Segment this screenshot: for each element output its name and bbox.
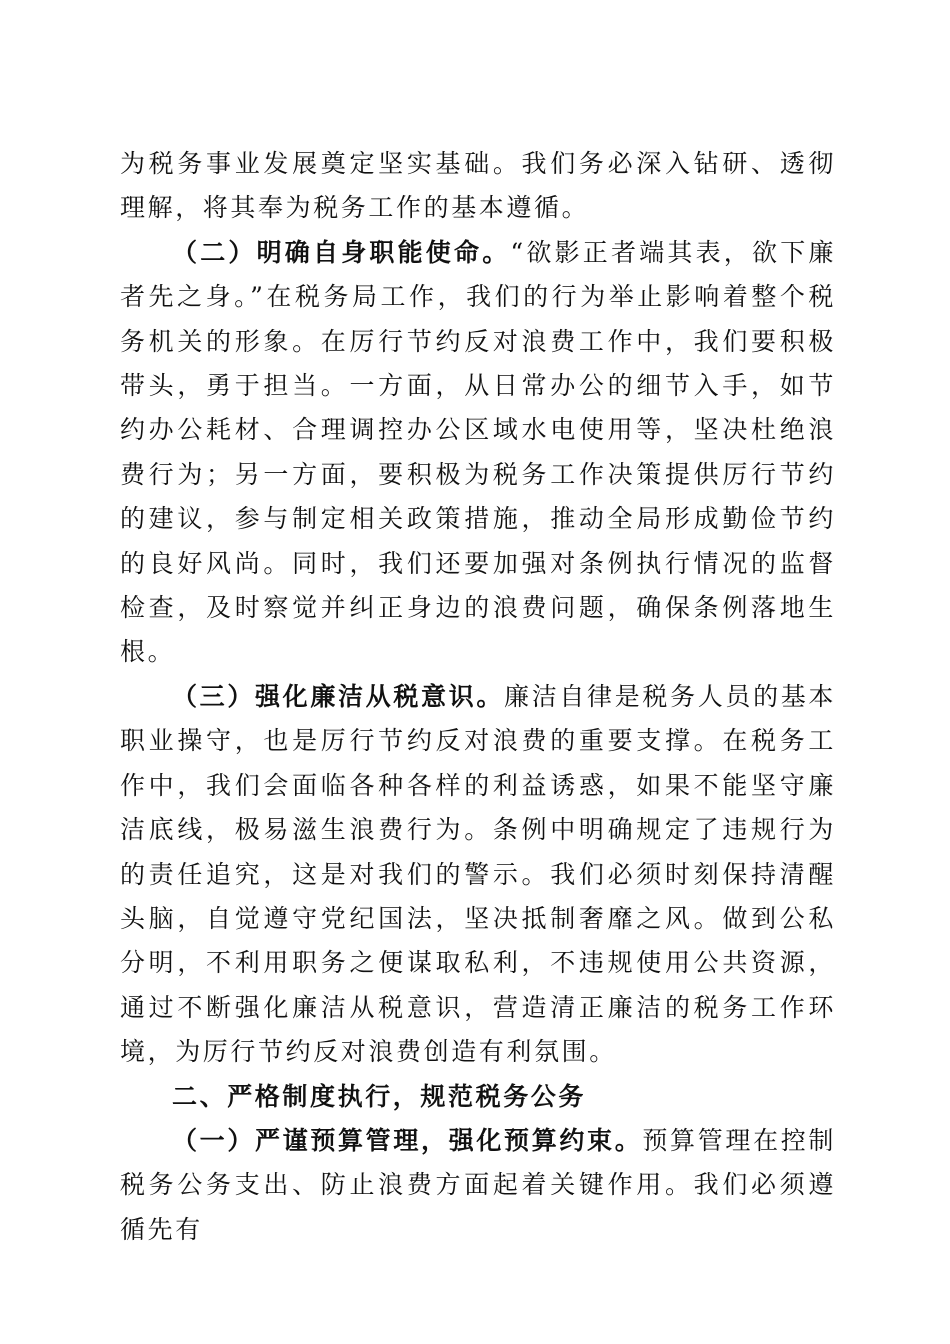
paragraph-budget [120,1119,836,1252]
paragraph-text: 廉洁自律是税务人员的基本职业操守，也是厉行节约反对浪费的重要支撑。在税务工作中，我们会面临各种各样的利益诱惑，如果不能坚守廉洁底线，极易滋生浪费行为。条例中明确规定了违规行为的责任追究，这是对我们的警示。我们必须时刻保持清醒头脑，自觉遵守党纪国法，坚决抵制奢靡之风。做到公私分明，不利用职务之便谋取私利，不违规使用公共资源，通过不断强化廉洁从税意识，营造清正廉洁的税务工作环境，为厉行节约反对浪费创造有利氛围。 [120,681,837,1067]
paragraph-text: “欲影正者端其表，欲下廉者先之身。”在税务局工作，我们的行为举止影响着整个税务机关的形象。在厉行节约反对浪费工作中，我们要积极带头，勇于担当。一方面，从日常办公的细节入手，如节约办公耗材、合理调控办公区域水电使用等，坚决杜绝浪费行为；另一方面，要积极为税务工作决策提供厉行节约的建议，参与制定相关政策措施，推动全局形成勤俭节约的良好风尚。同时，我们还要加强对条例执行情况的监督检查，及时察觉并纠正身边的浪费问题，确保条例落地生根。 [120,237,837,667]
paragraph-text: 为税务事业发展奠定坚实基础。我们务必深入钻研、透彻理解，将其奉为税务工作的基本遵循。 [120,149,836,223]
paragraph-text: 预算管理在控制税务公务支出、防止浪费方面起着关键作用。我们必须遵循先有 [120,1125,837,1244]
paragraph-continuation [120,142,836,231]
paragraph-integrity [120,675,836,1075]
paragraph-lead: （三）强化廉洁从税意识。 [172,681,505,711]
document-page [120,142,836,1252]
paragraph-mission [120,231,836,675]
paragraph-lead: （一）严谨预算管理，强化预算约束。 [172,1125,643,1155]
section-heading: 二、严格制度执行，规范税务公务 [172,1081,587,1111]
paragraph-lead: （二）明确自身职能使命。 [172,237,511,267]
